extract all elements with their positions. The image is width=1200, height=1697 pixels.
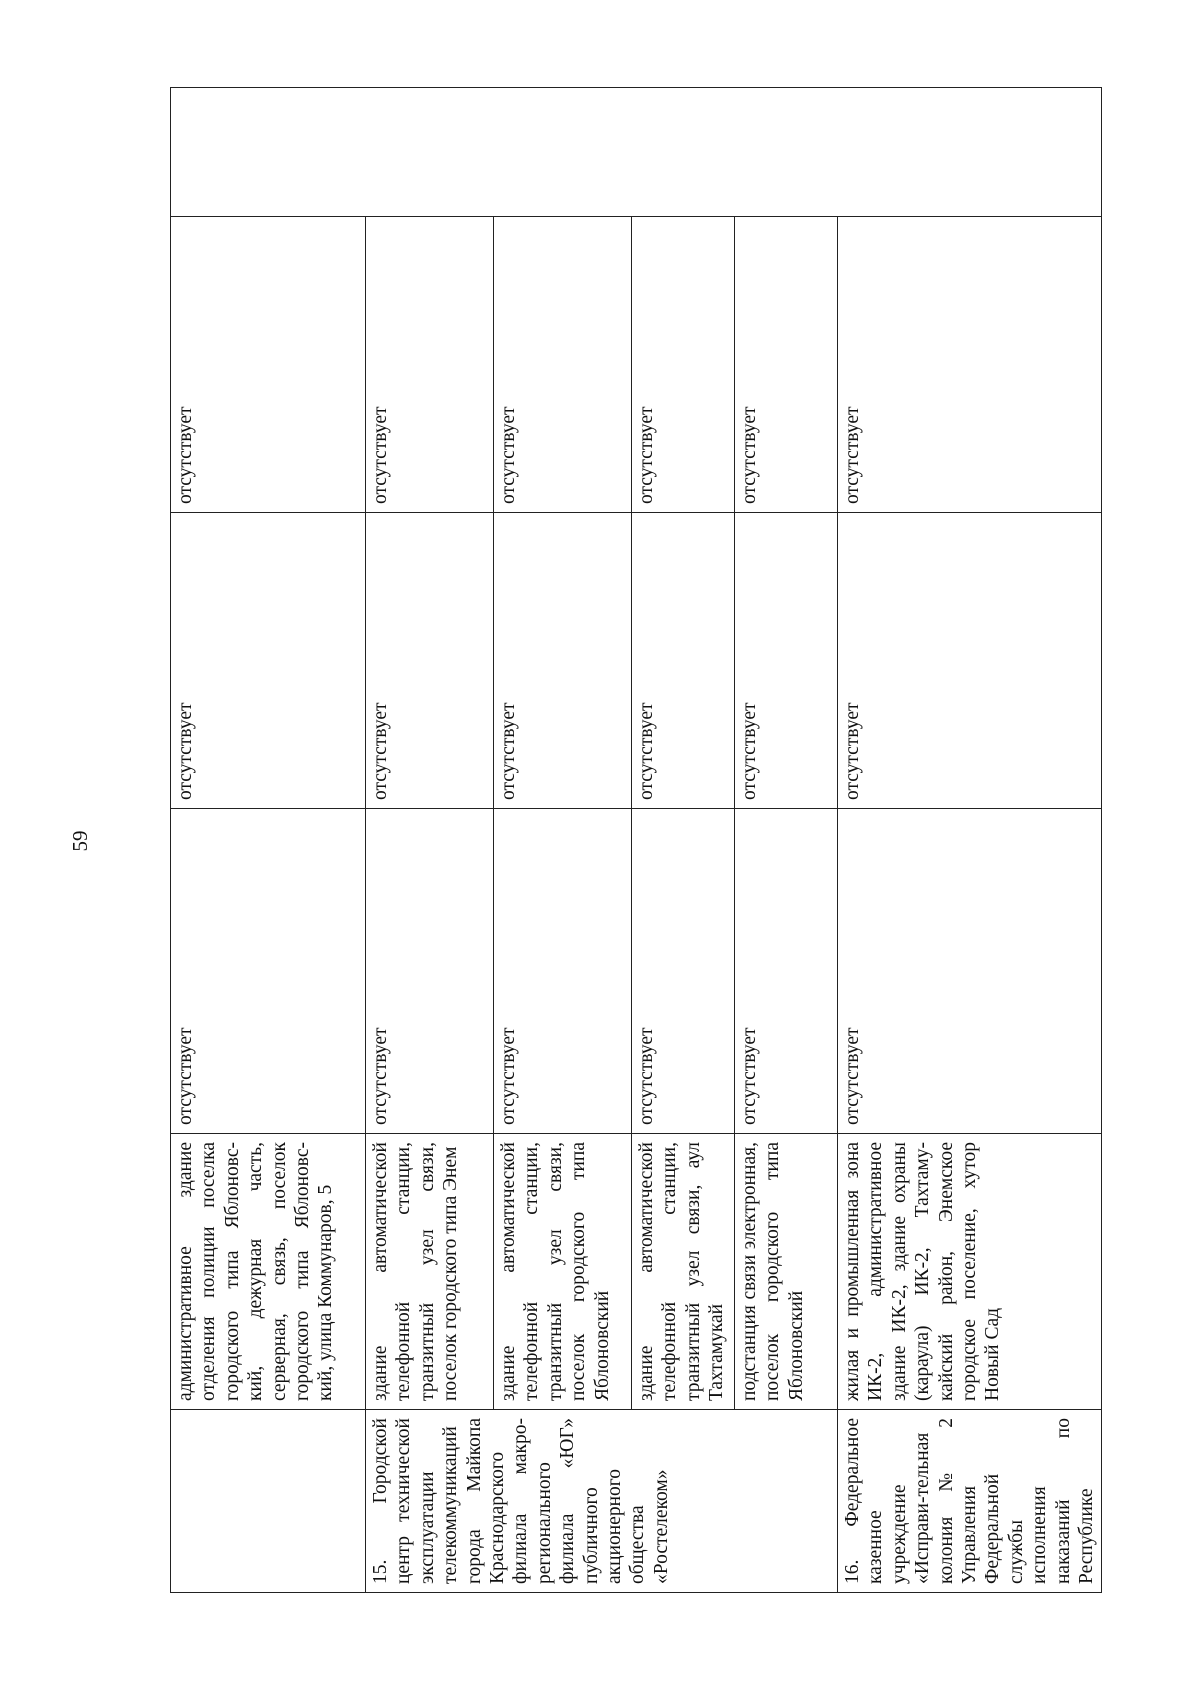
- status-cell: отсутствует: [171, 513, 366, 809]
- organization-cell: [171, 1410, 366, 1593]
- object-cell: административное здание отделения полиции поселка городского типа Яблоновс-кий, дежурная часть, серверная, связь, поселок городского типа Яблоновс-кий, улица Коммунаров, 5: [171, 1134, 366, 1410]
- status-cell: отсутствует: [838, 513, 1102, 809]
- table-row: [838, 88, 1102, 1593]
- status-cell: отсутствует: [366, 809, 494, 1134]
- object-cell: здание автоматической телефонной станции, транзитный узел связи, поселок городского типа Яблоновский: [494, 1134, 632, 1410]
- status-cell: отсутствует: [735, 217, 838, 513]
- table-row: [494, 88, 632, 1593]
- object-cell: здание автоматической телефонной станции, транзитный узел связи, поселок городского типа Энем: [366, 1134, 494, 1410]
- status-cell: отсутствует: [838, 217, 1102, 513]
- page-number: 59: [67, 830, 92, 852]
- status-cell: отсутствует: [735, 809, 838, 1134]
- status-cell: отсутствует: [366, 513, 494, 809]
- rotated-table-wrapper: [170, 88, 1097, 1593]
- organization-cell: 15. Городской центр технической эксплуатации телекоммуникаций города Майкопа Краснодарского филиала макро-регионального филиала «ЮГ» публичного акционерного общества «Ростелеком»: [366, 1410, 838, 1593]
- status-cell: отсутствует: [494, 217, 632, 513]
- status-cell: отсутствует: [366, 217, 494, 513]
- status-cell: отсутствует: [632, 217, 735, 513]
- table-row: [632, 88, 735, 1593]
- status-cell: отсутствует: [171, 809, 366, 1134]
- status-cell: отсутствует: [735, 513, 838, 809]
- data-table: [170, 87, 1102, 1593]
- status-cell: отсутствует: [171, 217, 366, 513]
- table-row: [366, 88, 494, 1593]
- object-cell: подстанция связи электронная, поселок городского типа Яблоновский: [735, 1134, 838, 1410]
- tail-column-cell: [171, 88, 1102, 217]
- object-cell: жилая и промышленная зона ИК-2, административное здание ИК-2, здание охраны (караула) ИК-2, Тахтаму-кайский район, Энемское городское поселение, хутор Новый Сад: [838, 1134, 1102, 1410]
- object-cell: здание автоматической телефонной станции, транзитный узел связи, аул Тахтамукай: [632, 1134, 735, 1410]
- status-cell: отсутствует: [632, 809, 735, 1134]
- status-cell: отсутствует: [494, 513, 632, 809]
- table-row: [171, 88, 366, 1593]
- status-cell: отсутствует: [632, 513, 735, 809]
- status-cell: отсутствует: [494, 809, 632, 1134]
- table-row: [735, 88, 838, 1593]
- organization-cell: 16. Федеральное казенное учреждение «Исправи-тельная колония № 2 Управления Федеральной службы исполнения наказаний по Республике: [838, 1410, 1102, 1593]
- status-cell: отсутствует: [838, 809, 1102, 1134]
